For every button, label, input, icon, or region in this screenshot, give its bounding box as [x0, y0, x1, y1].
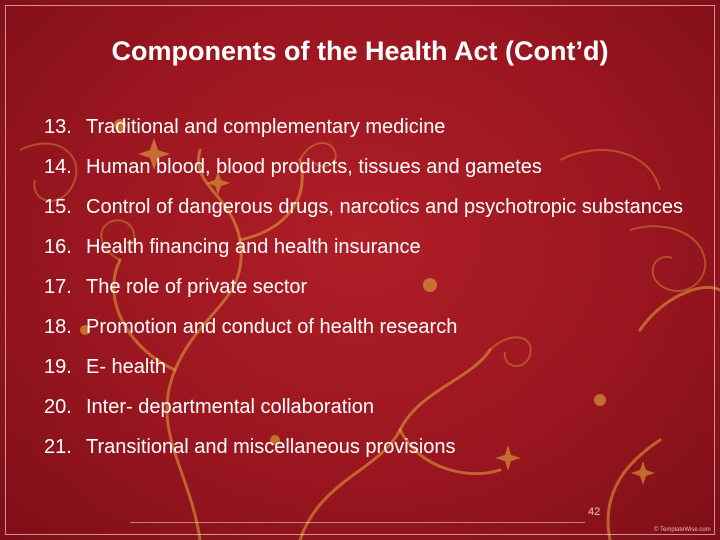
slide-title: Components of the Health Act (Cont’d) [111, 36, 609, 66]
item-number: 18. [44, 316, 72, 338]
item-text: E- health [86, 356, 167, 378]
list-item [44, 112, 694, 142]
item-text: Promotion and conduct of health research [86, 316, 458, 338]
list-item [44, 352, 694, 382]
list-item [44, 192, 694, 222]
item-text: Traditional and complementary medicine [86, 116, 446, 138]
item-text: Transitional and miscellaneous provisions [86, 436, 456, 458]
item-number: 14. [44, 156, 72, 178]
copyright-text: © TemplateWise.com [654, 527, 711, 533]
list-item [44, 432, 694, 462]
item-number: 20. [44, 396, 72, 418]
page-number: 42 [588, 506, 601, 518]
list-item [44, 152, 694, 182]
item-text: Control of dangerous drugs, narcotics and psychotropic substances [86, 196, 684, 218]
list-item [44, 392, 694, 422]
item-number: 16. [44, 236, 72, 258]
item-number: 19. [44, 356, 72, 378]
item-text: Human blood, blood products, tissues and gametes [86, 156, 542, 178]
item-number: 13. [44, 116, 72, 138]
item-text: Health financing and health insurance [86, 236, 421, 258]
list-item [44, 272, 694, 302]
item-text: The role of private sector [86, 276, 308, 298]
component-list [44, 112, 694, 472]
list-item [44, 232, 694, 262]
list-item [44, 312, 694, 342]
item-text: Inter- departmental collaboration [86, 396, 374, 418]
item-number: 17. [44, 276, 72, 298]
item-number: 21. [44, 436, 72, 458]
item-number: 15. [44, 196, 72, 218]
footer-divider [130, 522, 585, 523]
